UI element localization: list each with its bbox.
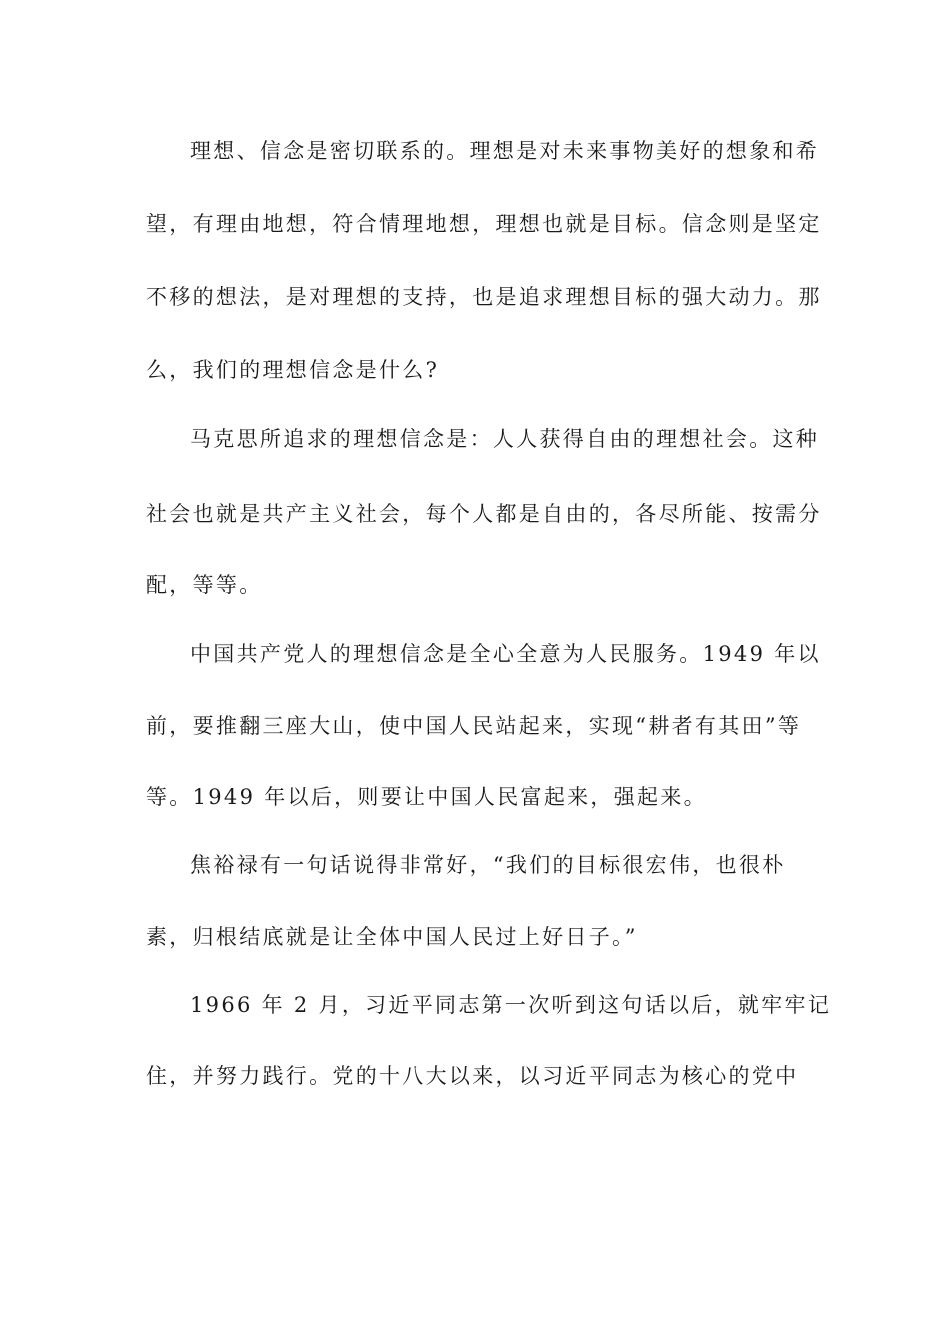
text-line: 等。1949 年以后，则要让中国人民富起来，强起来。: [146, 785, 707, 809]
text-line: 焦裕禄有一句话说得非常好，“我们的目标很宏伟，也很朴: [190, 853, 786, 877]
text-line: 配，等等。: [146, 573, 263, 597]
text-line: 望，有理由地想，符合情理地想，理想也就是目标。信念则是坚定: [146, 212, 822, 236]
text-line: 1966 年 2 月，习近平同志第一次听到这句话以后，就牢牢记: [190, 993, 832, 1017]
text-line: 马克思所追求的理想信念是：人人获得自由的理想社会。这种: [190, 427, 820, 451]
text-line: 素，归根结底就是让全体中国人民过上好日子。”: [146, 925, 638, 949]
text-line: 么，我们的理想信念是什么?: [146, 358, 440, 382]
text-line: 中国共产党人的理想信念是全心全意为人民服务。1949 年以: [190, 642, 821, 666]
text-line: 前，要推翻三座大山，使中国人民站起来，实现“耕者有其田”等: [146, 714, 802, 738]
text-line: 住，并努力践行。党的十八大以来，以习近平同志为核心的党中: [146, 1064, 799, 1088]
text-line: 不移的想法，是对理想的支持，也是追求理想目标的强大动力。那: [146, 285, 822, 309]
text-line: 社会也就是共产主义社会，每个人都是自由的，各尽所能、按需分: [146, 502, 822, 526]
text-line: 理想、信念是密切联系的。理想是对未来事物美好的想象和希: [190, 139, 820, 163]
